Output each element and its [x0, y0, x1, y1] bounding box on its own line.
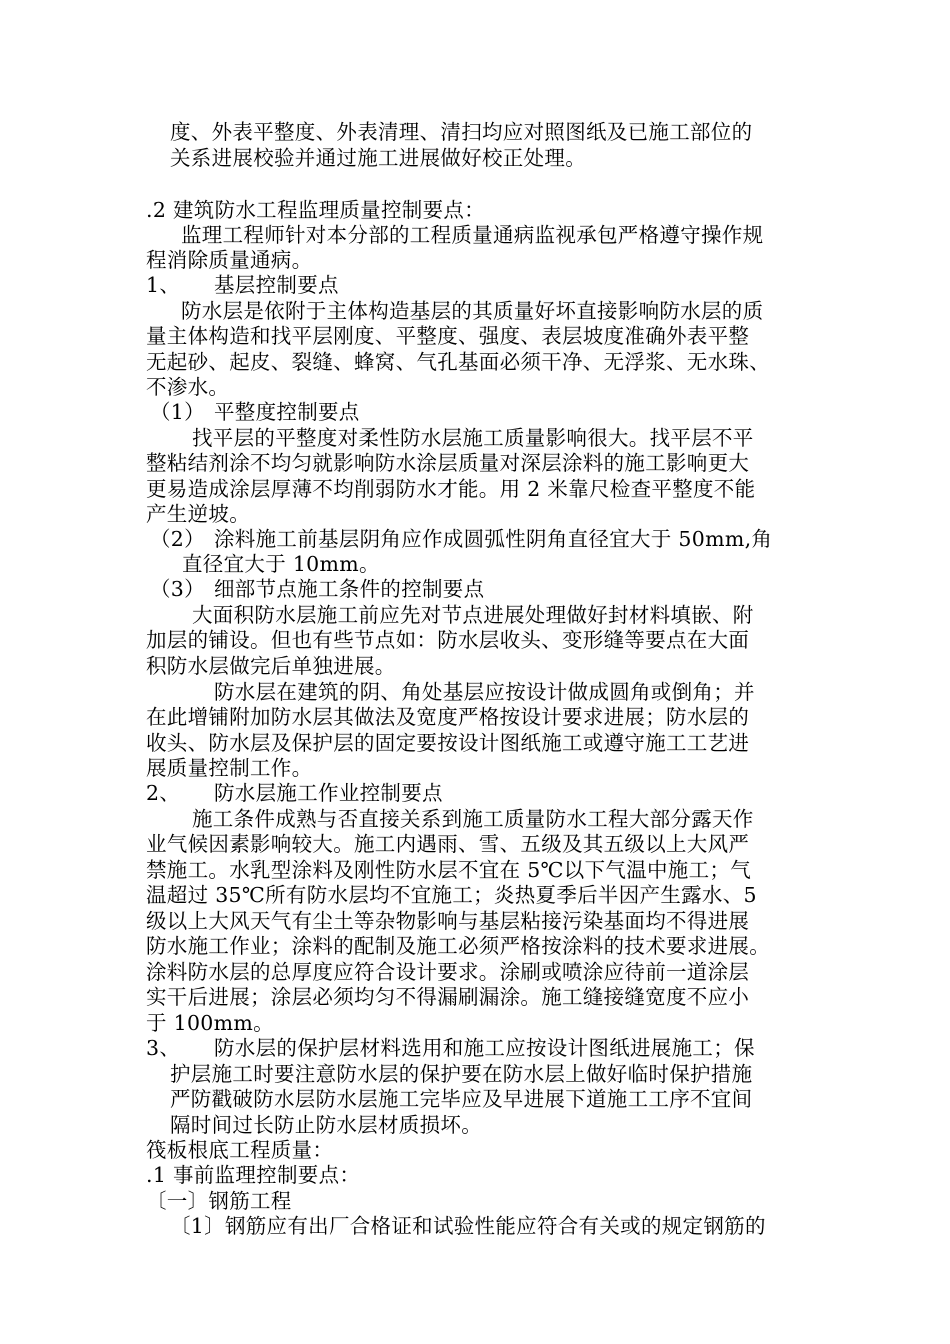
list-heading: 平整度控制要点 — [214, 400, 360, 424]
text-line: 加层的铺设。但也有些节点如：防水层收头、变形缝等要点在大面 — [146, 628, 750, 652]
list-number: （1） — [150, 400, 205, 424]
section-heading: 筏板根底工程质量： — [146, 1138, 334, 1162]
list-heading: 基层控制要点 — [214, 273, 339, 297]
text-line: 在此增铺附加防水层其做法及宽度严格按设计要求进展；防水层的 — [146, 705, 750, 729]
text-line: 度、外表平整度、外表清理、清扫均应对照图纸及已施工部位的 — [170, 120, 753, 144]
text-line: 禁施工。水乳型涂料及刚性防水层不宜在 5℃以下气温中施工；气 — [146, 858, 751, 882]
text-line: 展质量控制工作。 — [146, 756, 313, 780]
text-line: 护层施工时要注意防水层的保护要在防水层上做好临时保护措施 — [170, 1062, 753, 1086]
text-line: 防水层在建筑的阴、角处基层应按设计做成圆角或倒角；并 — [214, 680, 755, 704]
list-number: （3） — [150, 577, 205, 601]
list-heading: 细部节点施工条件的控制要点 — [214, 577, 485, 601]
text-line: 更易造成涂层厚薄不均削弱防水才能。用 2 米靠尺检查平整度不能 — [146, 477, 756, 501]
text-line: 施工条件成熟与否直接关系到施工质量防水工程大部分露天作 — [192, 807, 754, 831]
text-line: 监理工程师针对本分部的工程质量通病监视承包严格遵守操作规 — [181, 223, 764, 247]
text-line: 直径宜大于 10mm。 — [182, 552, 380, 576]
text-line: 隔时间过长防止防水层材质损坏。 — [170, 1113, 482, 1137]
list-heading: 〔一〕钢筋工程 — [146, 1189, 292, 1213]
text-line: 关系进展校验并通过施工进展做好校正处理。 — [170, 146, 586, 170]
text-line: 温超过 35℃所有防水层均不宜施工；炎热夏季后半因产生露水、5 — [146, 883, 757, 907]
list-number: 1、 — [146, 273, 181, 297]
text-line: 业气候因素影响较大。施工内遇雨、雪、五级及其五级以上大风严 — [146, 832, 750, 856]
text-line: 无起砂、起皮、裂缝、蜂窝、气孔基面必须干净、无浮浆、无水珠、 — [146, 350, 770, 374]
section-heading: .1 事前监理控制要点： — [146, 1163, 361, 1187]
text-line: 涂料施工前基层阴角应作成圆弧性阴角直径宜大于 50mm,角 — [214, 527, 773, 551]
list-number: （2） — [150, 527, 205, 551]
text-line: 积防水层做完后单独进展。 — [146, 654, 396, 678]
text-line: 于 100mm。 — [146, 1011, 274, 1035]
list-heading: 防水层施工作业控制要点 — [214, 781, 443, 805]
text-line: 级以上大风天气有尘土等杂物影响与基层粘接污染基面均不得进展 — [146, 909, 750, 933]
text-line: 整粘结剂涂不均匀就影响防水涂层质量对深层涂料的施工影响更大 — [146, 451, 750, 475]
text-line: 实干后进展；涂层必须均匀不得漏刷漏涂。施工缝接缝宽度不应小 — [146, 985, 750, 1009]
text-line: 防水施工作业；涂料的配制及施工必须严格按涂料的技术要求进展。 — [146, 934, 770, 958]
text-line: 量主体构造和找平层刚度、平整度、强度、表层坡度准确外表平整 — [146, 324, 750, 348]
list-number: 3、 — [146, 1036, 181, 1060]
text-line: 不渗水。 — [146, 375, 230, 399]
text-line: 程消除质量通病。 — [146, 248, 313, 272]
text-line: 涂料防水层的总厚度应符合设计要求。涂刷或喷涂应待前一道涂层 — [146, 960, 750, 984]
text-line: 严防戳破防水层防水层施工完毕应及早进展下道施工工序不宜间 — [170, 1087, 753, 1111]
text-line: 防水层是依附于主体构造基层的其质量好坏直接影响防水层的质 — [181, 299, 764, 323]
text-line: 收头、防水层及保护层的固定要按设计图纸施工或遵守施工工艺进 — [146, 731, 750, 755]
text-line: 防水层的保护层材料选用和施工应按设计图纸进展施工；保 — [214, 1036, 755, 1060]
list-number: 2、 — [146, 781, 181, 805]
section-heading: .2 建筑防水工程监理质量控制要点： — [146, 198, 485, 222]
text-line: 大面积防水层施工前应先对节点进展处理做好封材料填嵌、附 — [192, 603, 754, 627]
text-line: 〔1〕钢筋应有出厂合格证和试验性能应符合有关或的规定钢筋的 — [170, 1214, 766, 1238]
text-line: 找平层的平整度对柔性防水层施工质量影响很大。找平层不平 — [192, 426, 754, 450]
text-line: 产生逆坡。 — [146, 502, 250, 526]
